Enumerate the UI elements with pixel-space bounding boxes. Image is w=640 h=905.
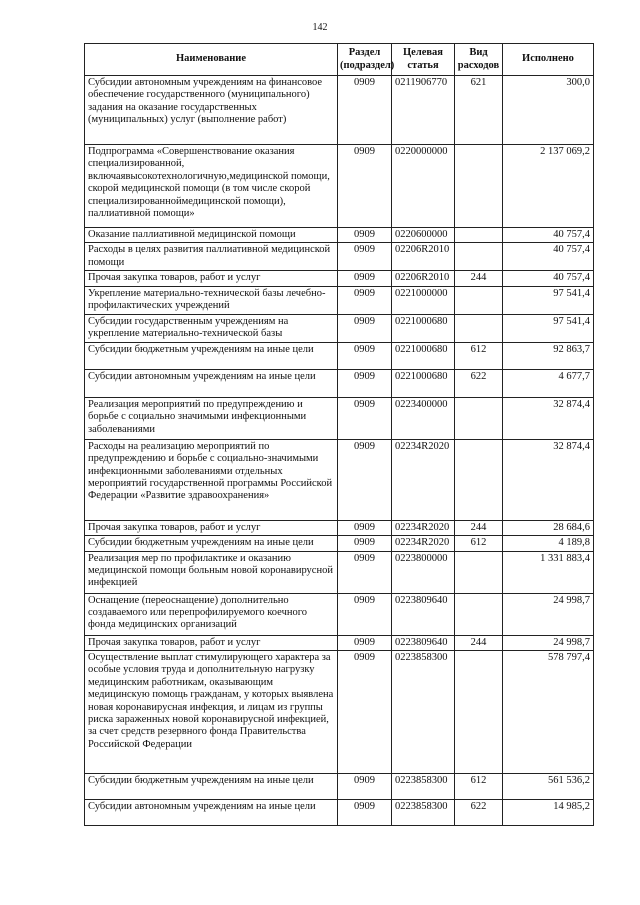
cell-section: 0909: [338, 520, 392, 535]
table-row: [85, 774, 594, 800]
cell-type: [455, 145, 503, 228]
cell-name: Субсидии государственным учреждениям на укрепление материально-технической базы: [85, 314, 338, 342]
cell-type: [455, 397, 503, 439]
cell-name: Субсидии бюджетным учреждениям на иные цели: [85, 342, 338, 369]
cell-name: Субсидии автономным учреждениям на иные цели: [85, 369, 338, 397]
cell-type: 244: [455, 271, 503, 286]
cell-name: Субсидии автономным учреждениям на финансовое обеспечение государственного (муниципального) задания на оказание государственных (муниципальных) услуг (выполнение работ): [85, 76, 338, 145]
cell-section: 0909: [338, 369, 392, 397]
cell-name: Укрепление материально-технической базы лечебно-профилактических учреждений: [85, 286, 338, 314]
cell-section: 0909: [338, 800, 392, 826]
cell-type: [455, 243, 503, 271]
cell-article: 0220600000: [392, 228, 455, 243]
cell-amount: 2 137 069,2: [503, 145, 594, 228]
table-row: [85, 551, 594, 593]
cell-article: 0223809640: [392, 593, 455, 635]
cell-name: Расходы на реализацию мероприятий по предупреждению и борьбе с социально-значимыми инфекционными заболеваниями отдельных мероприятий государственной программы Российской Федерации «Развитие здравоохранения»: [85, 439, 338, 520]
table-row: [85, 286, 594, 314]
cell-amount: 4 189,8: [503, 536, 594, 551]
cell-article: 0223858300: [392, 774, 455, 800]
table-row: [85, 76, 594, 145]
cell-name: Прочая закупка товаров, работ и услуг: [85, 271, 338, 286]
cell-section: 0909: [338, 397, 392, 439]
cell-type: 244: [455, 520, 503, 535]
cell-type: 622: [455, 800, 503, 826]
cell-amount: 4 677,7: [503, 369, 594, 397]
table-body: [85, 76, 594, 826]
table-row: [85, 314, 594, 342]
cell-name: Субсидии бюджетным учреждениям на иные цели: [85, 536, 338, 551]
cell-type: [455, 651, 503, 774]
cell-amount: 32 874,4: [503, 439, 594, 520]
cell-section: 0909: [338, 635, 392, 650]
table-row: [85, 593, 594, 635]
cell-type: 612: [455, 774, 503, 800]
header-type: Вид расходов: [455, 44, 503, 76]
cell-name: Расходы в целях развития паллиативной медицинской помощи: [85, 243, 338, 271]
table-row: [85, 342, 594, 369]
cell-type: [455, 439, 503, 520]
cell-type: [455, 551, 503, 593]
cell-article: 0223800000: [392, 551, 455, 593]
cell-article: 02206R2010: [392, 243, 455, 271]
cell-section: 0909: [338, 76, 392, 145]
table-row: [85, 635, 594, 650]
cell-name: Прочая закупка товаров, работ и услуг: [85, 520, 338, 535]
table-row: [85, 536, 594, 551]
cell-type: 612: [455, 536, 503, 551]
cell-type: [455, 286, 503, 314]
cell-amount: 32 874,4: [503, 397, 594, 439]
table-row: [85, 439, 594, 520]
cell-type: [455, 314, 503, 342]
cell-article: 0221000000: [392, 286, 455, 314]
cell-article: 02234R2020: [392, 520, 455, 535]
cell-section: 0909: [338, 551, 392, 593]
cell-type: 622: [455, 369, 503, 397]
cell-amount: 40 757,4: [503, 228, 594, 243]
header-amount: Исполнено: [503, 44, 594, 76]
cell-amount: 1 331 883,4: [503, 551, 594, 593]
cell-name: Осуществление выплат стимулирующего характера за особые условия труда и дополнительную нагрузку медицинским работникам, оказывающим медицинскую помощь гражданам, у которых выявлена новая коронавирусная инфекция, и лицам из группы риска зараженных новой коронавирусной инфекцией, за счет средств резервного фонда Правительства Российской Федерации: [85, 651, 338, 774]
cell-section: 0909: [338, 243, 392, 271]
cell-section: 0909: [338, 536, 392, 551]
cell-name: Субсидии автономным учреждениям на иные цели: [85, 800, 338, 826]
table-row: [85, 243, 594, 271]
cell-section: 0909: [338, 271, 392, 286]
cell-section: 0909: [338, 439, 392, 520]
table-row: [85, 145, 594, 228]
table-row: [85, 228, 594, 243]
cell-article: 02234R2020: [392, 536, 455, 551]
cell-type: 612: [455, 342, 503, 369]
cell-type: 621: [455, 76, 503, 145]
cell-amount: 24 998,7: [503, 635, 594, 650]
cell-amount: 561 536,2: [503, 774, 594, 800]
cell-article: 0220000000: [392, 145, 455, 228]
cell-section: 0909: [338, 314, 392, 342]
header-name: Наименование: [85, 44, 338, 76]
cell-name: Реализация мероприятий по предупреждению и борьбе с социально значимыми инфекционными заболеваниями: [85, 397, 338, 439]
table-header-row: [85, 44, 594, 76]
cell-section: 0909: [338, 286, 392, 314]
cell-section: 0909: [338, 774, 392, 800]
cell-type: [455, 593, 503, 635]
cell-amount: 40 757,4: [503, 243, 594, 271]
cell-type: [455, 228, 503, 243]
cell-name: Субсидии бюджетным учреждениям на иные цели: [85, 774, 338, 800]
budget-table: [84, 43, 594, 826]
cell-article: 02234R2020: [392, 439, 455, 520]
cell-name: Оказание паллиативной медицинской помощи: [85, 228, 338, 243]
header-article: Целевая статья: [392, 44, 455, 76]
header-section: Раздел (подраздел): [338, 44, 392, 76]
page-number: 142: [312, 22, 328, 33]
cell-section: 0909: [338, 228, 392, 243]
cell-name: Оснащение (переоснащение) дополнительно создаваемого или перепрофилируемого коечного фонда медицинских организаций: [85, 593, 338, 635]
cell-article: 0211906770: [392, 76, 455, 145]
cell-article: 0221000680: [392, 342, 455, 369]
cell-section: 0909: [338, 593, 392, 635]
cell-amount: 578 797,4: [503, 651, 594, 774]
cell-article: 02206R2010: [392, 271, 455, 286]
table-row: [85, 369, 594, 397]
cell-section: 0909: [338, 145, 392, 228]
table-row: [85, 651, 594, 774]
cell-name: Подпрограмма «Совершенствование оказания специализированной, включаявысокотехнологичную,медицинской помощи, скорой медицинской помощи (в том числе скорой специализированноймедицинской помощи), паллиативной помощи»: [85, 145, 338, 228]
table-row: [85, 271, 594, 286]
cell-article: 0223400000: [392, 397, 455, 439]
cell-article: 0223809640: [392, 635, 455, 650]
cell-type: 244: [455, 635, 503, 650]
cell-amount: 97 541,4: [503, 286, 594, 314]
cell-article: 0223858300: [392, 651, 455, 774]
cell-section: 0909: [338, 342, 392, 369]
cell-amount: 300,0: [503, 76, 594, 145]
cell-section: 0909: [338, 651, 392, 774]
cell-article: 0223858300: [392, 800, 455, 826]
cell-amount: 40 757,4: [503, 271, 594, 286]
cell-amount: 24 998,7: [503, 593, 594, 635]
cell-amount: 92 863,7: [503, 342, 594, 369]
cell-amount: 28 684,6: [503, 520, 594, 535]
cell-name: Прочая закупка товаров, работ и услуг: [85, 635, 338, 650]
table-row: [85, 397, 594, 439]
table-row: [85, 520, 594, 535]
cell-name: Реализация мер по профилактике и оказанию медицинской помощи больным новой коронавирусной инфекцией: [85, 551, 338, 593]
table-row: [85, 800, 594, 826]
cell-amount: 14 985,2: [503, 800, 594, 826]
cell-article: 0221000680: [392, 369, 455, 397]
cell-article: 0221000680: [392, 314, 455, 342]
cell-amount: 97 541,4: [503, 314, 594, 342]
